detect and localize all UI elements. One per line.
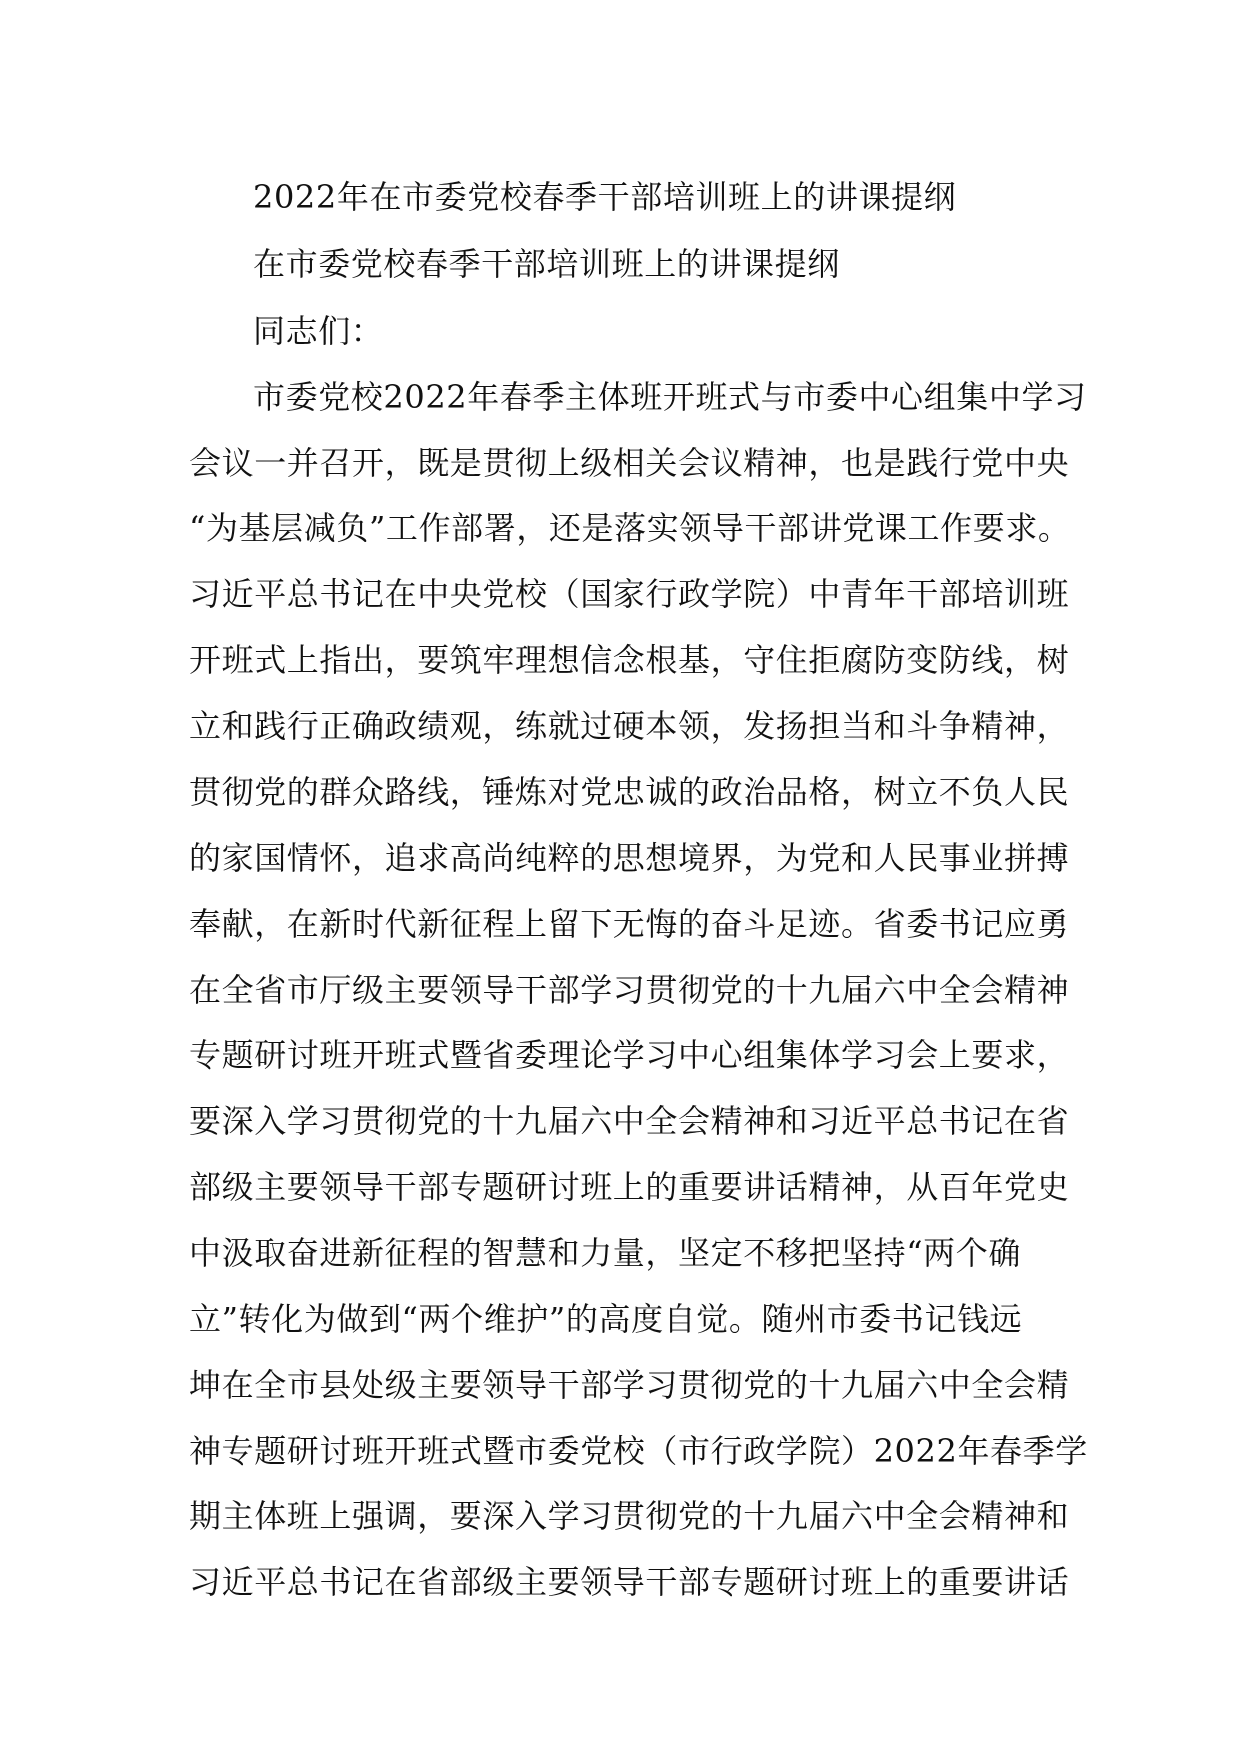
body-line: 中汲取奋进新征程的智慧和力量，坚定不移把坚持“两个确 — [189, 1234, 1021, 1272]
body-line: 习近平总书记在省部级主要领导干部专题研讨班上的重要讲话 — [189, 1563, 1070, 1601]
body-line: 奉献，在新时代新征程上留下无悔的奋斗足迹。省委书记应勇 — [189, 905, 1070, 943]
body-line: 贯彻党的群众路线，锤炼对党忠诚的政治品格，树立不负人民 — [189, 773, 1070, 811]
document-title: 2022年在市委党校春季干部培训班上的讲课提纲 — [253, 178, 957, 216]
salutation: 同志们： — [253, 312, 384, 350]
body-line: 市委党校2022年春季主体班开班式与市委中心组集中学习 — [253, 378, 1087, 416]
body-line: 开班式上指出，要筑牢理想信念根基，守住拒腐防变防线，树 — [189, 641, 1070, 679]
body-line: 神专题研讨班开班式暨市委党校（市行政学院）2022年春季学 — [189, 1432, 1088, 1470]
body-line: 在全省市厅级主要领导干部学习贯彻党的十九届六中全会精神 — [189, 971, 1070, 1009]
body-line: 习近平总书记在中央党校（国家行政学院）中青年干部培训班 — [189, 575, 1070, 613]
body-line: 会议一并召开，既是贯彻上级相关会议精神，也是践行党中央 — [189, 444, 1070, 482]
body-line: 部级主要领导干部专题研讨班上的重要讲话精神，从百年党史 — [189, 1168, 1070, 1206]
body-line: 专题研讨班开班式暨省委理论学习中心组集体学习会上要求， — [189, 1036, 1070, 1074]
body-line: 坤在全市县处级主要领导干部学习贯彻党的十九届六中全会精 — [189, 1366, 1070, 1404]
document-subtitle: 在市委党校春季干部培训班上的讲课提纲 — [253, 245, 840, 283]
body-line: 立”转化为做到“两个维护”的高度自觉。随州市委书记钱远 — [189, 1300, 1023, 1338]
body-line: 立和践行正确政绩观，练就过硬本领，发扬担当和斗争精神， — [189, 707, 1070, 745]
body-line: 要深入学习贯彻党的十九届六中全会精神和习近平总书记在省 — [189, 1102, 1070, 1140]
body-line: 期主体班上强调，要深入学习贯彻党的十九届六中全会精神和 — [189, 1497, 1070, 1535]
body-line: “为基层减负”工作部署，还是落实领导干部讲党课工作要求。 — [189, 509, 1071, 547]
body-line: 的家国情怀，追求高尚纯粹的思想境界，为党和人民事业拼搏 — [189, 839, 1070, 877]
